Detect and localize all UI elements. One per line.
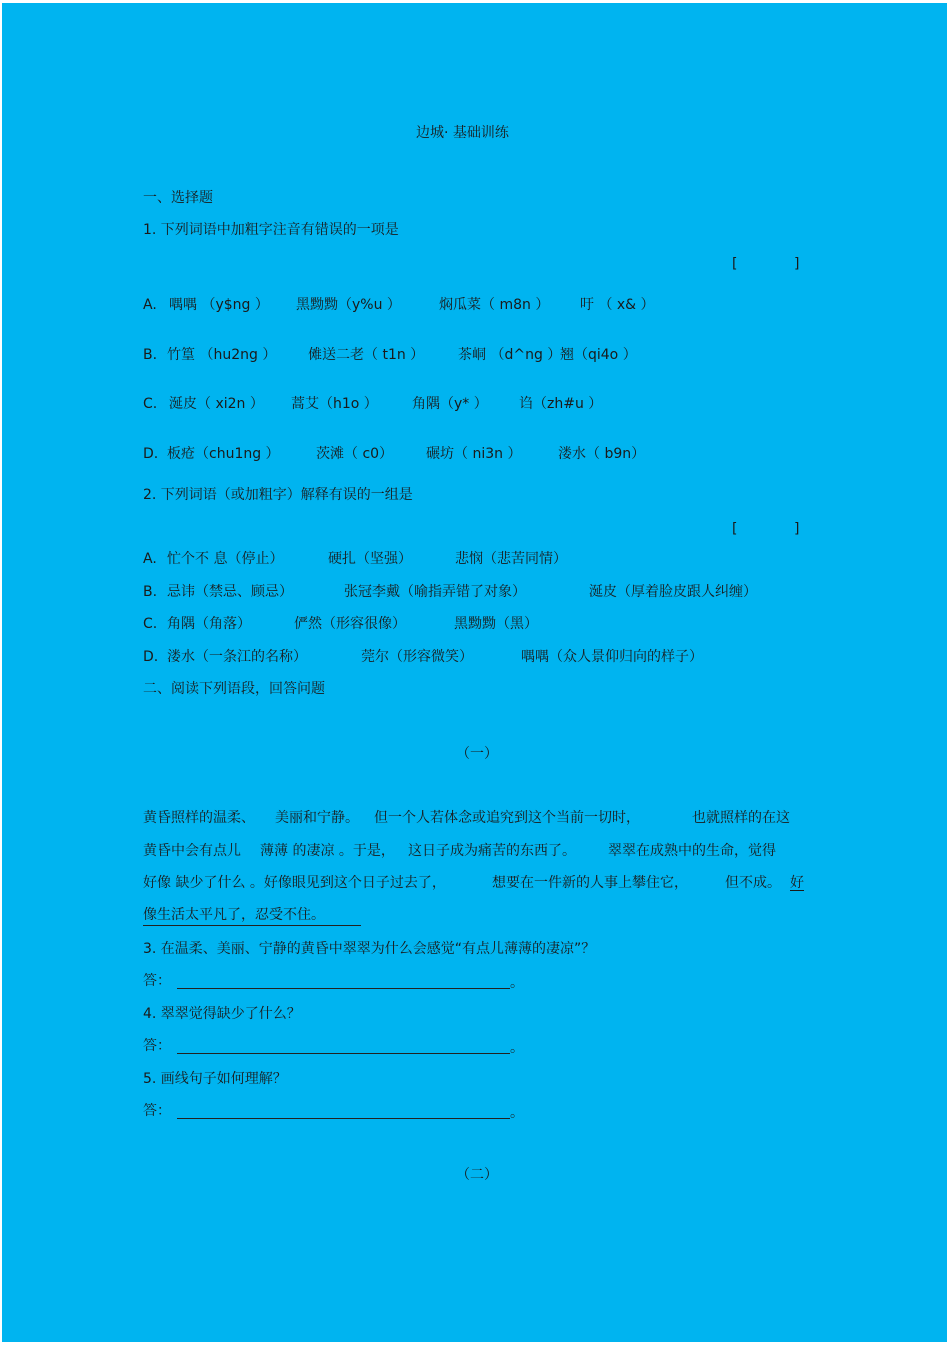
passage-text: 美丽和宁静。 bbox=[275, 810, 359, 826]
option-item: 板疮（chu1ng ） bbox=[167, 446, 280, 462]
question-5-stem: 5. 画线句子如何理解？ bbox=[143, 1071, 287, 1087]
option-label: A. bbox=[143, 297, 157, 313]
question-4-stem: 4. 翠翠觉得缺少了什么？ bbox=[143, 1006, 301, 1022]
passage-text: 黄昏中会有点儿 bbox=[143, 843, 241, 859]
option-item: 竹篁 （hu2ng ） bbox=[167, 347, 277, 363]
answer-bracket-left: [ bbox=[732, 521, 738, 537]
option-item: 茶峒 （d^ng ） bbox=[458, 347, 562, 363]
option-item: 忌讳（禁忌、顾忌） bbox=[167, 584, 293, 600]
passage-text: 但一个人若体念或追究到这个当前一切时， bbox=[374, 810, 640, 826]
option-item: 忙个不 息（停止） bbox=[167, 551, 284, 567]
option-item: 角隅（角落） bbox=[167, 616, 251, 632]
option-item: 蒿艾（h1o ） bbox=[291, 396, 378, 412]
option-item: 硬扎（坚强） bbox=[328, 551, 412, 567]
answer-bracket-left: [ bbox=[732, 256, 738, 272]
option-item: 涎皮（ xi2n ） bbox=[169, 396, 264, 412]
option-item: 焖瓜菜（ m8n ） bbox=[439, 297, 550, 313]
option-item: 碾坊（ ni3n ） bbox=[426, 446, 522, 462]
worksheet-page bbox=[2, 3, 947, 1342]
option-label: A. bbox=[143, 551, 157, 567]
passage-text: 黄昏照样的温柔、 bbox=[143, 810, 255, 826]
passage-text: 好像 缺少了什么 。好像眼见到这个日子过去了， bbox=[143, 875, 446, 891]
passage-text: 薄薄 的凄凉 。于是， bbox=[260, 843, 395, 859]
passage-part-heading: （一） bbox=[456, 746, 498, 762]
option-item: 黑黝黝（y%u ） bbox=[296, 297, 401, 313]
passage-text: 这日子成为痛苦的东西了。 bbox=[408, 843, 576, 859]
answer-end-mark: 。 bbox=[510, 1105, 524, 1121]
answer-end-mark: 。 bbox=[510, 975, 524, 991]
option-item: 黑黝黝（黑） bbox=[454, 616, 538, 632]
passage-text: 翠翠在成熟中的生命，觉得 bbox=[608, 843, 776, 859]
answer-bracket-right: ] bbox=[794, 521, 800, 537]
passage-part-heading: （二） bbox=[456, 1167, 498, 1183]
option-label: C. bbox=[143, 616, 158, 632]
answer-bracket-right: ] bbox=[794, 256, 800, 272]
answer-label: 答： bbox=[143, 1038, 171, 1054]
answer-label: 答： bbox=[143, 973, 171, 989]
option-item: 茨滩（ c0） bbox=[316, 446, 394, 462]
option-item: 溇水（一条江的名称） bbox=[167, 649, 307, 665]
section-heading-reading: 二、阅读下列语段，回答问题 bbox=[143, 681, 325, 697]
option-item: 吁 （ x& ） bbox=[580, 297, 655, 313]
option-item: 喁喁 （y$ng ） bbox=[169, 297, 269, 313]
option-label: B. bbox=[143, 584, 158, 600]
passage-text: 想要在一件新的人事上攀住它， bbox=[492, 875, 688, 891]
option-item: 悲悯（悲苦同情） bbox=[455, 551, 567, 567]
answer-label: 答： bbox=[143, 1103, 171, 1119]
option-label: C. bbox=[143, 396, 158, 412]
option-label: B. bbox=[143, 347, 158, 363]
underlined-sentence-start: 好 bbox=[790, 875, 804, 891]
section-heading-choice: 一、选择题 bbox=[143, 190, 213, 206]
answer-line-4[interactable] bbox=[177, 1053, 510, 1054]
answer-line-3[interactable] bbox=[177, 988, 510, 989]
option-item: 诌（zh#u ） bbox=[519, 396, 603, 412]
question-3-stem: 3. 在温柔、美丽、宁静的黄昏中翠翠为什么会感觉“有点儿薄薄的凄凉”？ bbox=[143, 941, 596, 957]
option-item: 喁喁（众人景仰归向的样子） bbox=[521, 649, 703, 665]
option-item: 涎皮（厚着脸皮跟人纠缠） bbox=[589, 584, 757, 600]
page-title: 边城· 基础训练 bbox=[416, 125, 509, 141]
option-item: 莞尔（形容微笑） bbox=[361, 649, 473, 665]
option-item: 傩送二老（ t1n ） bbox=[308, 347, 425, 363]
question-1-stem: 1. 下列词语中加粗字注音有错误的一项是 bbox=[143, 222, 399, 238]
question-2-stem: 2. 下列词语（或加粗字）解释有误的一组是 bbox=[143, 487, 413, 503]
sentence-underline bbox=[143, 925, 361, 926]
answer-line-5[interactable] bbox=[177, 1118, 510, 1119]
passage-text: 也就照样的在这 bbox=[692, 810, 790, 826]
answer-end-mark: 。 bbox=[510, 1040, 524, 1056]
option-item: 张冠李戴（喻指弄错了对象） bbox=[344, 584, 526, 600]
underlined-sentence-end: 像生活太平凡了，忍受不住。 bbox=[143, 907, 325, 923]
option-item: 翘（qi4o ） bbox=[560, 347, 637, 363]
option-label: D. bbox=[143, 446, 159, 462]
option-label: D. bbox=[143, 649, 159, 665]
option-item: 溇水（ b9n） bbox=[558, 446, 646, 462]
passage-text: 但不成。 bbox=[725, 875, 781, 891]
option-item: 俨然（形容很像） bbox=[294, 616, 406, 632]
option-item: 角隅（y* ） bbox=[412, 396, 488, 412]
